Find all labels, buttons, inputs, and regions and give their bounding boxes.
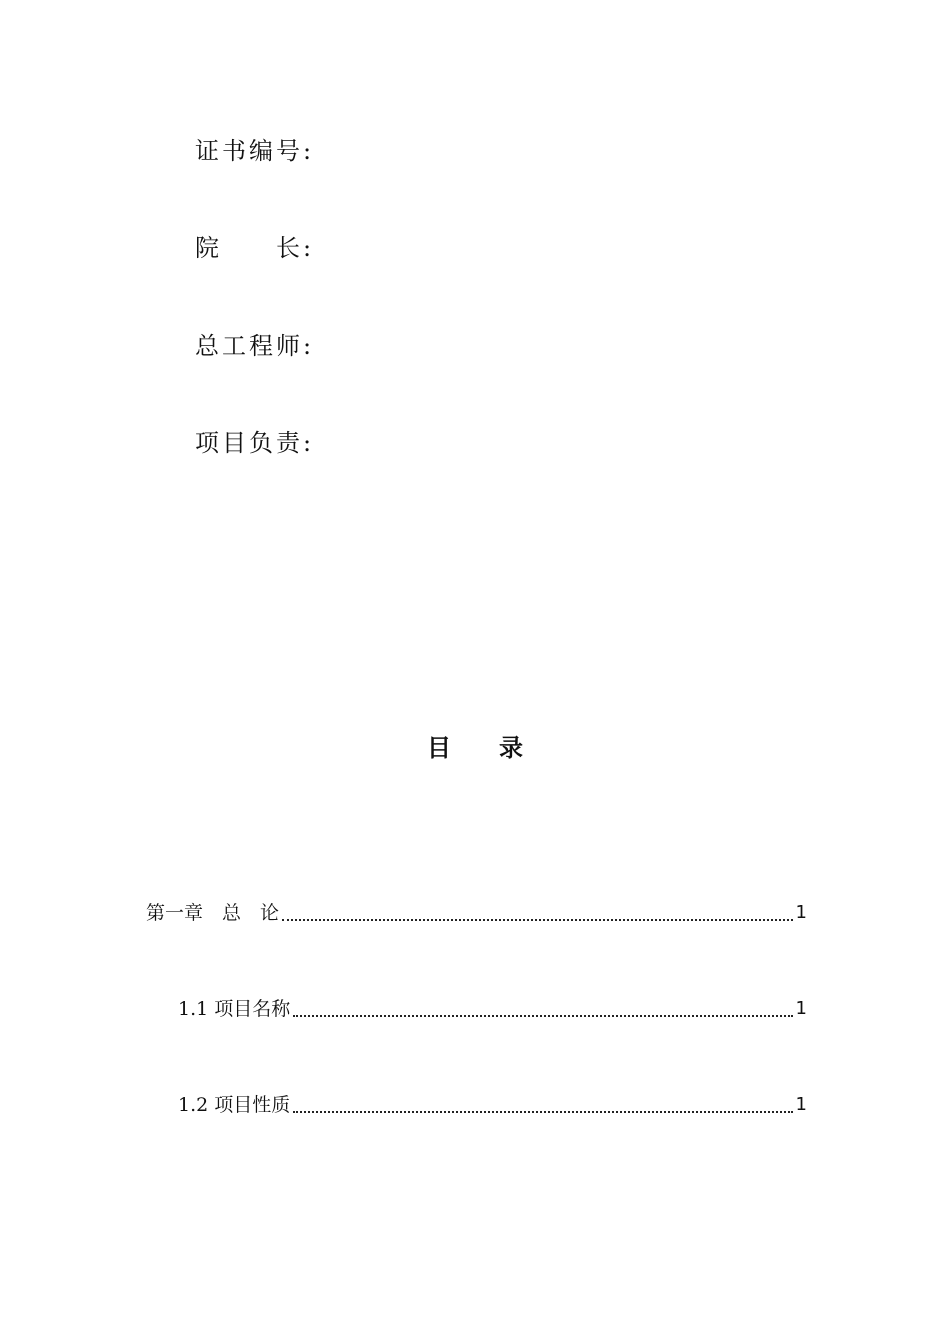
toc-entry-chapter-1[interactable] [146, 898, 807, 928]
toc-dot-leader [293, 1015, 792, 1017]
toc-entry-text: 1.1 项目名称 [178, 998, 291, 1020]
chief-engineer-label: 总工程师: [195, 332, 315, 360]
toc-entry-text: 第一章 总 论 [146, 902, 280, 924]
toc-entry-1-1[interactable] [178, 994, 807, 1024]
toc-entry-text: 1.2 项目性质 [178, 1094, 291, 1116]
project-lead-label: 项目负责: [195, 429, 315, 457]
toc-page-number: 1 [795, 902, 807, 923]
certificate-number-label: 证书编号: [195, 137, 315, 165]
toc-dot-leader [293, 1111, 792, 1113]
toc-title: 目 录 [427, 734, 523, 762]
toc-dot-leader [282, 919, 793, 921]
dean-label: 院 长: [195, 234, 315, 262]
toc-page-number: 1 [795, 998, 807, 1019]
toc-entry-1-2[interactable] [178, 1090, 807, 1120]
toc-page-number: 1 [795, 1094, 807, 1115]
